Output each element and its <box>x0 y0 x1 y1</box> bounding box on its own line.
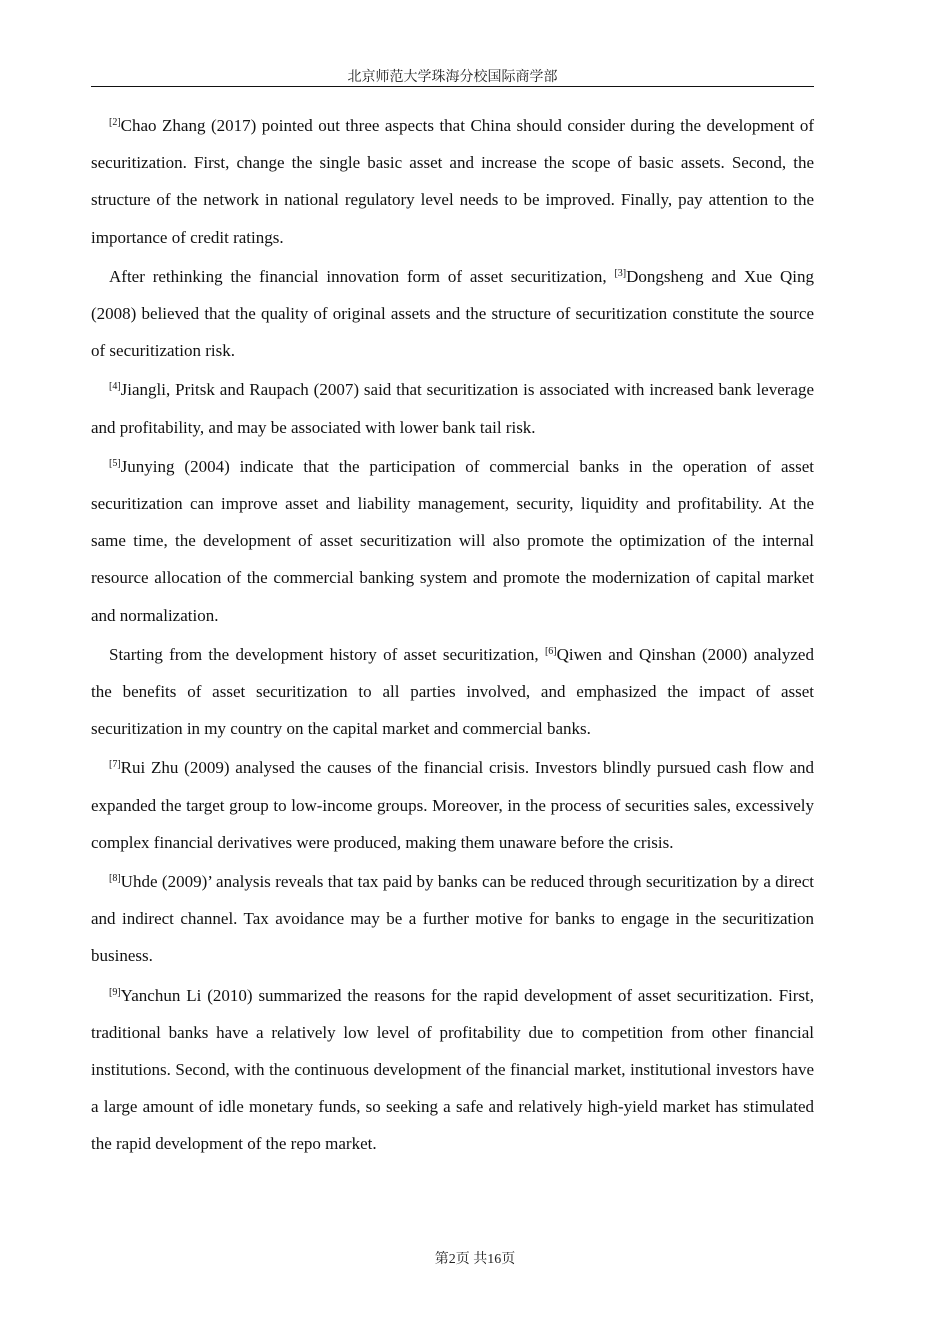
header-title: 北京师范大学珠海分校国际商学部 <box>347 70 558 85</box>
paragraph <box>91 749 814 861</box>
paragraph <box>91 863 814 975</box>
citation-marker: [5] <box>109 457 121 469</box>
citation-marker: [7] <box>109 759 121 771</box>
paragraph <box>91 371 814 445</box>
page-footer: 第2页 共16页 <box>434 1252 516 1267</box>
paragraph-text: Yanchun Li (2010) summarized the reasons for the rapid development of asset securitization. First, traditional banks have a relatively low level of profitability due to competition from other financial institutions. Second, with the continuous development of the financial market, institutional investors have a large amount of idle monetary funds, so seeking a safe and relatively high-yield market has stimulated the rapid development of the repo market. <box>91 985 814 1154</box>
citation-marker: [4] <box>109 381 121 393</box>
paragraph-text: Jiangli, Pritsk and Raupach (2007) said that securitization is associated with increased bank leverage and profitability, and may be associated with lower bank tail risk. <box>91 380 814 437</box>
paragraph-text: Dongsheng and Xue Qing (2008) believed that the quality of original assets and the structure of securitization constitute the source of securitization risk. <box>91 266 814 361</box>
paragraph <box>91 636 814 748</box>
paragraph-lead: After rethinking the financial innovation form of asset securitization, <box>109 266 615 286</box>
body-text <box>91 107 814 1165</box>
paragraph-text: Uhde (2009)’ analysis reveals that tax paid by banks can be reduced through securitization by a direct and indirect channel. Tax avoidance may be a further motive for banks to engage in the securitization business. <box>91 872 814 966</box>
page-header <box>91 64 814 87</box>
citation-marker: [2] <box>109 117 121 128</box>
citation-marker: [8] <box>109 873 121 885</box>
paragraph-text: Junying (2004) indicate that the participation of commercial banks in the operation of asset securitization can improve asset and liability management, security, liquidity and profitability. At the same time, the development of asset securitization will also promote the optimization of the internal resource allocation of the commercial banking system and promote the modernization of capital market and normalization. <box>91 456 814 625</box>
paragraph <box>91 448 814 634</box>
paragraph <box>91 977 814 1163</box>
paragraph-text: Qiwen and Qinshan (2000) analyzed the benefits of asset securitization to all parties involved, and emphasized the impact of asset securitization in my country on the capital market and commercial banks. <box>91 644 814 739</box>
paragraph-lead: Starting from the development history of asset securitization, <box>109 644 545 664</box>
citation-marker: [9] <box>109 986 121 998</box>
citation-marker: [6] <box>544 645 557 657</box>
paragraph <box>91 107 814 256</box>
paragraph <box>91 258 814 370</box>
paragraph-text: Chao Zhang (2017) pointed out three aspects that China should consider during the development of securitization. First, change the single basic asset and increase the scope of basic assets. Second, the structure of the network in national regulatory level needs to be improved. Finally, pay attention to the importance of credit ratings. <box>91 116 814 247</box>
paragraph-text: Rui Zhu (2009) analysed the causes of the financial crisis. Investors blindly pursued cash flow and expanded the target group to low-income groups. Moreover, in the process of securities sales, excessively complex financial derivatives were produced, making them unaware before the crisis. <box>91 758 814 852</box>
citation-marker: [3] <box>614 267 627 279</box>
